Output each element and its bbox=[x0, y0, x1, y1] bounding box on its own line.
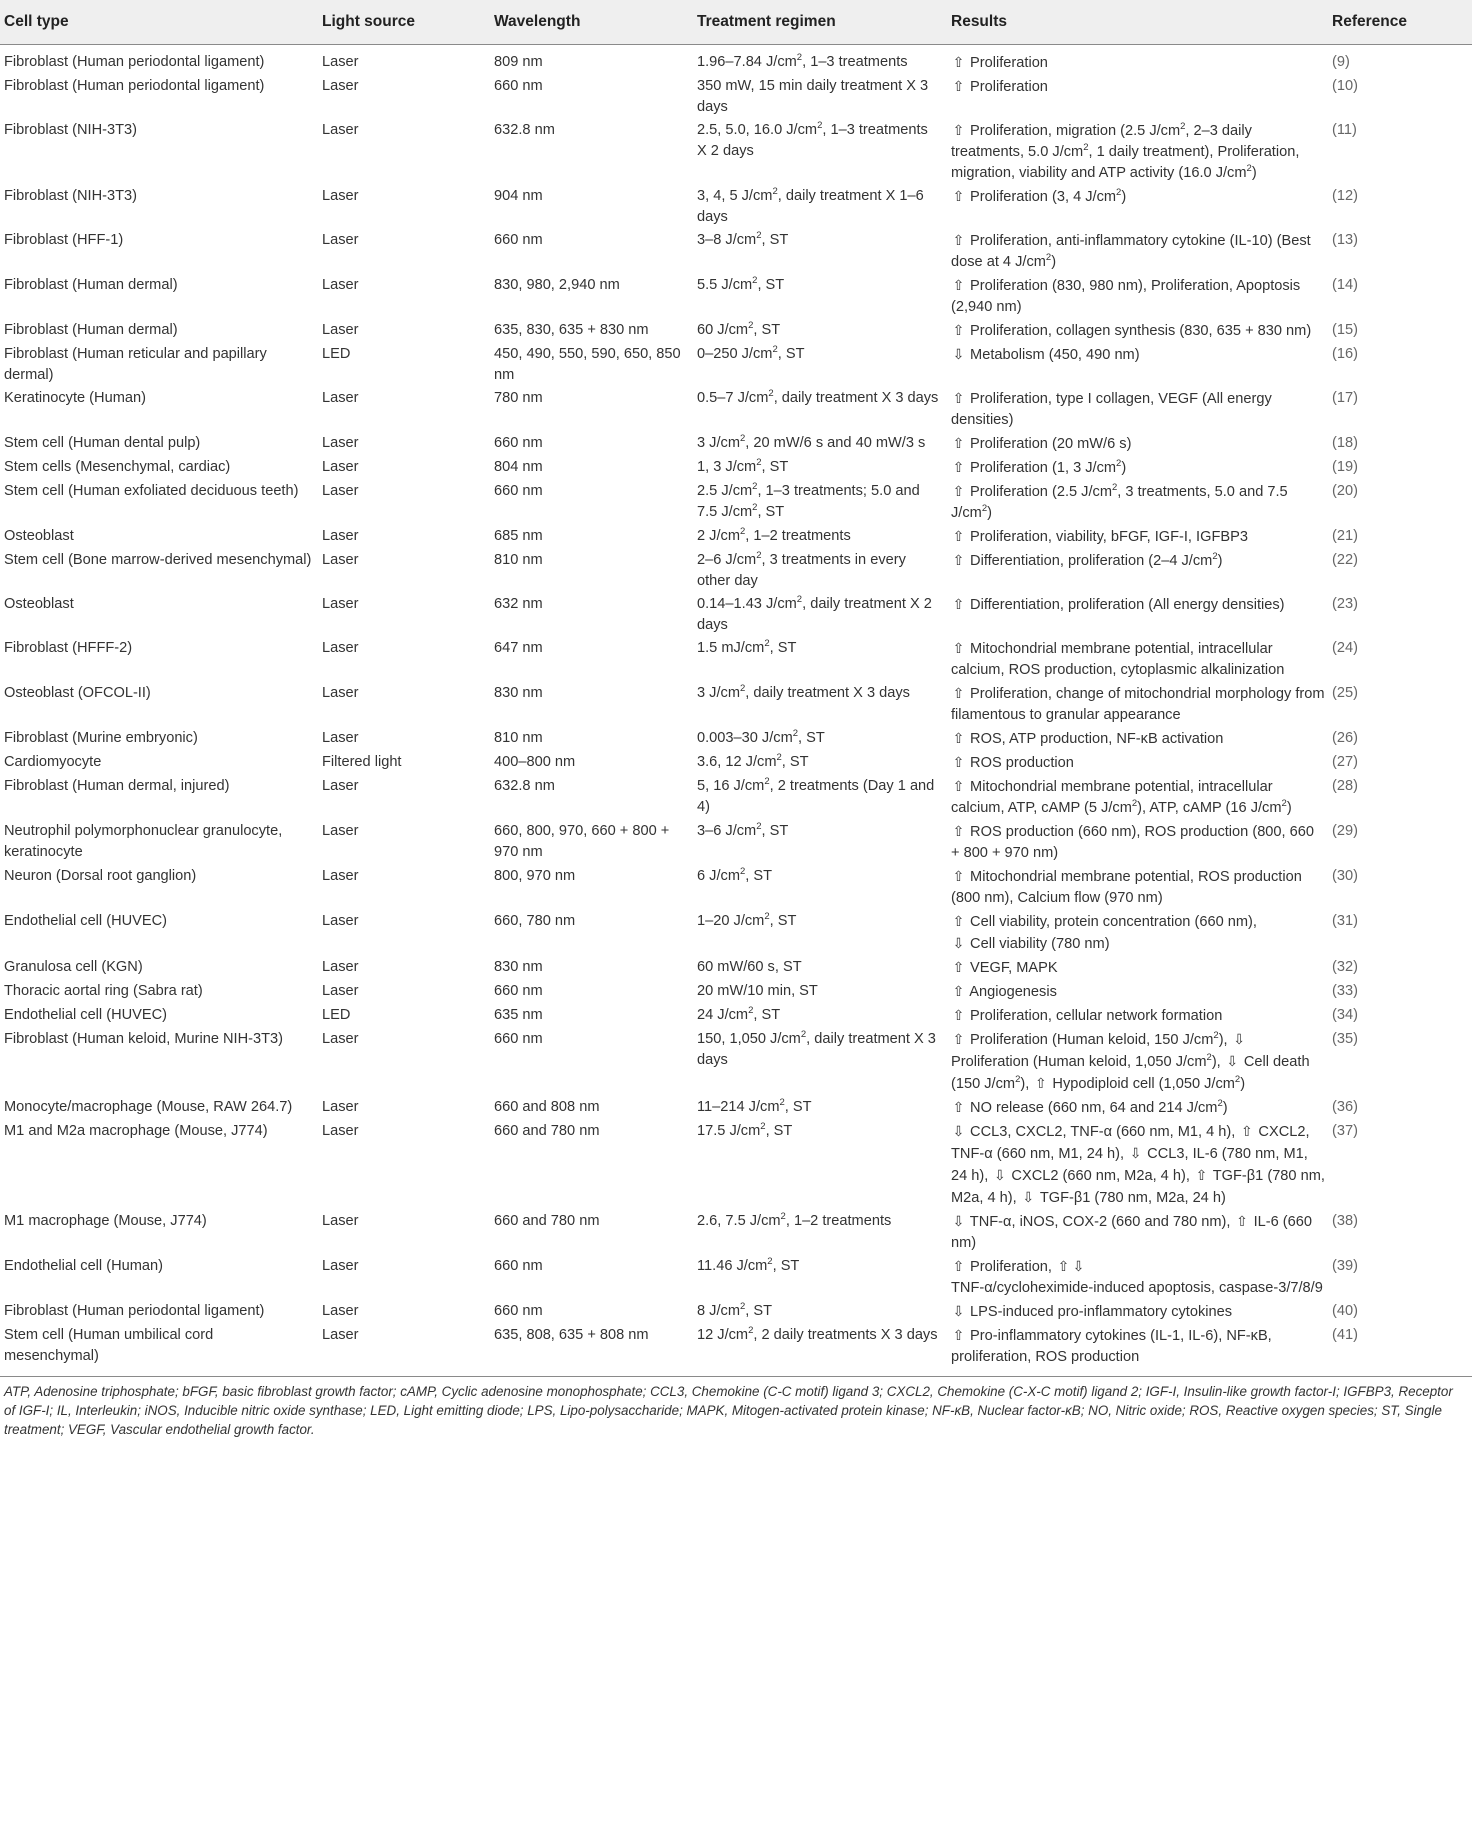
light-source-cell: Laser bbox=[322, 1303, 359, 1319]
treatment-regimen-cell: 1.5 $mJ/cm^2$, ST bbox=[697, 638, 797, 656]
reference-cell: (36) bbox=[1332, 1099, 1358, 1115]
wavelength-cell: 830 nm bbox=[494, 685, 543, 701]
light-source-cell: Laser bbox=[322, 483, 359, 499]
results-cell: ⇩ LPS-induced pro-inflammatory cytokines bbox=[952, 1303, 1233, 1320]
header-wavelength: Wavelength bbox=[490, 0, 693, 45]
treatment-regimen-cell: 1–20 $J/cm^2$, ST bbox=[697, 911, 797, 929]
results-cell: ⇧ Angiogenesis bbox=[952, 983, 1057, 1000]
wavelength-cell: 660 nm bbox=[494, 1303, 543, 1319]
results-cell: ⇧ Proliferation, collagen synthesis (830, 635 + 830 nm) bbox=[952, 322, 1312, 339]
reference-cell: (23) bbox=[1332, 596, 1358, 612]
wavelength-cell: 904 nm bbox=[494, 188, 543, 204]
cell-type-cell: Endothelial cell (HUVEC) bbox=[4, 1007, 168, 1023]
table-row bbox=[0, 386, 1472, 431]
light-source-cell: Laser bbox=[322, 1031, 359, 1047]
table-row bbox=[0, 636, 1472, 681]
reference-cell: (14) bbox=[1332, 277, 1358, 293]
reference-cell: (24) bbox=[1332, 640, 1358, 656]
cell-type-cell: Thoracic aortal ring (Sabra rat) bbox=[4, 983, 203, 999]
cell-type-cell: Neuron (Dorsal root ganglion) bbox=[4, 868, 197, 884]
cell-type-cell: Granulosa cell (KGN) bbox=[4, 959, 143, 975]
table-row bbox=[0, 74, 1472, 118]
wavelength-cell: 647 nm bbox=[494, 640, 543, 656]
cell-type-cell: Stem cell (Human dental pulp) bbox=[4, 435, 201, 451]
treatment-regimen-cell: 3–6 $J/cm^2$, ST bbox=[697, 821, 789, 839]
cell-type-cell: Fibroblast (NIH-3T3) bbox=[4, 188, 137, 204]
up-arrow-icon: ⇧ bbox=[1241, 1123, 1253, 1139]
up-arrow-icon: ⇧ bbox=[952, 913, 965, 929]
table-row bbox=[0, 118, 1472, 184]
wavelength-cell: 810 nm bbox=[494, 730, 543, 746]
treatment-regimen-cell: 5.5 $J/cm^2$, ST bbox=[697, 275, 785, 293]
light-source-cell: Laser bbox=[322, 122, 359, 138]
wavelength-cell: 800, 970 nm bbox=[494, 868, 576, 884]
up-arrow-icon: ⇧ bbox=[952, 778, 965, 794]
table-row bbox=[0, 455, 1472, 479]
down-arrow-icon: ⇩ bbox=[1233, 1031, 1246, 1047]
results-cell: ⇧ Cell viability, protein concentration (660 nm), ⇩ Cell viability (780 nm) bbox=[952, 913, 1257, 952]
down-arrow-icon: ⇩ bbox=[952, 1213, 965, 1229]
table-row bbox=[0, 548, 1472, 592]
cell-type-cell: Fibroblast (Human dermal, injured) bbox=[4, 778, 230, 794]
cell-type-cell: Fibroblast (Human dermal) bbox=[4, 277, 178, 293]
down-arrow-icon: ⇩ bbox=[1226, 1053, 1239, 1069]
reference-cell: (9) bbox=[1332, 54, 1350, 70]
header-cell-type: Cell type bbox=[0, 0, 318, 45]
table-row bbox=[0, 750, 1472, 774]
results-cell: ⇧ ROS production bbox=[952, 754, 1074, 771]
reference-cell: (19) bbox=[1332, 459, 1358, 475]
cell-type-cell: M1 macrophage (Mouse, J774) bbox=[4, 1213, 207, 1229]
results-cell: ⇧ Mitochondrial membrane potential, intracellular calcium, ATP, cAMP (5 $J/cm^2$), ATP, cAMP (16 $J/cm^2$) bbox=[951, 778, 1292, 816]
light-source-cell: Laser bbox=[322, 459, 359, 475]
results-cell: ⇧ Proliferation, type I collagen, VEGF (All energy densities) bbox=[951, 390, 1272, 428]
wavelength-cell: 660 nm bbox=[494, 483, 543, 499]
light-source-cell: Laser bbox=[322, 959, 359, 975]
treatment-regimen-cell: 6 $J/cm^2$, ST bbox=[697, 866, 773, 884]
light-source-cell: Laser bbox=[322, 277, 359, 293]
results-cell: ⇧ Proliferation (2.5 $J/cm^2$, 3 treatments, 5.0 and 7.5 $J/cm^2$) bbox=[951, 482, 1288, 521]
table-row bbox=[0, 431, 1472, 455]
treatment-regimen-cell: 8 $J/cm^2$, ST bbox=[697, 1301, 773, 1319]
light-source-cell: Laser bbox=[322, 640, 359, 656]
up-arrow-icon: ⇧ bbox=[952, 730, 965, 746]
cell-type-cell: Stem cells (Mesenchymal, cardiac) bbox=[4, 459, 231, 475]
results-cell: ⇧ Proliferation (830, 980 nm), Proliferation, Apoptosis (2,940 nm) bbox=[951, 277, 1301, 315]
light-source-cell: Laser bbox=[322, 823, 359, 839]
wavelength-cell: 660 nm bbox=[494, 1258, 543, 1274]
down-arrow-icon: ⇩ bbox=[1022, 1189, 1035, 1205]
treatment-regimen-cell: 11–214 $J/cm^2$, ST bbox=[697, 1097, 812, 1115]
wavelength-cell: 632.8 nm bbox=[494, 778, 555, 794]
light-source-cell: Laser bbox=[322, 1099, 359, 1115]
cell-type-cell: Neutrophil polymorphonuclear granulocyte, keratinocyte bbox=[4, 823, 283, 860]
up-arrow-icon: ⇧ bbox=[952, 1327, 965, 1343]
results-cell: ⇧ VEGF, MAPK bbox=[952, 959, 1058, 976]
table-row bbox=[0, 184, 1472, 228]
up-arrow-icon: ⇧ bbox=[952, 1099, 965, 1115]
down-arrow-icon: ⇩ bbox=[1072, 1258, 1085, 1274]
treatment-regimen-cell: 2.5, 5.0, 16.0 $J/cm^2$, 1–3 treatments X 2 days bbox=[697, 120, 928, 159]
light-source-cell: Laser bbox=[322, 778, 359, 794]
wavelength-cell: 632 nm bbox=[494, 596, 543, 612]
cell-type-cell: Endothelial cell (HUVEC) bbox=[4, 913, 168, 929]
treatment-regimen-cell: 1.96–7.84 $J/cm^2$, 1–3 treatments bbox=[697, 52, 908, 70]
table-row bbox=[0, 273, 1472, 318]
cell-type-cell: Fibroblast (Human dermal) bbox=[4, 322, 178, 338]
results-cell: ⇧ Proliferation, ⇧ ⇩ TNF-α/cycloheximide-induced apoptosis, caspase-3/7/8/9 bbox=[951, 1258, 1323, 1296]
treatment-regimen-cell: 3, 4, 5 $J/cm^2$, daily treatment X 1–6 days bbox=[697, 186, 924, 225]
wavelength-cell: 660, 780 nm bbox=[494, 913, 576, 929]
reference-cell: (28) bbox=[1332, 778, 1358, 794]
light-source-cell: Laser bbox=[322, 552, 359, 568]
wavelength-cell: 660 and 780 nm bbox=[494, 1213, 600, 1229]
treatment-regimen-cell: 0–250 $J/cm^2$, ST bbox=[697, 344, 805, 362]
down-arrow-icon: ⇩ bbox=[952, 935, 965, 951]
results-cell: ⇧ NO release (660 nm, 64 and 214 $J/cm^2$) bbox=[952, 1098, 1228, 1116]
reference-cell: (39) bbox=[1332, 1258, 1358, 1274]
table-row bbox=[0, 1003, 1472, 1027]
wavelength-cell: 660 nm bbox=[494, 232, 543, 248]
wavelength-cell: 804 nm bbox=[494, 459, 543, 475]
light-source-cell: Laser bbox=[322, 868, 359, 884]
results-cell: ⇩ TNF-α, iNOS, COX-2 (660 and 780 nm), ⇧ IL-6 (660 nm) bbox=[951, 1213, 1312, 1251]
light-source-cell: Laser bbox=[322, 1213, 359, 1229]
up-arrow-icon: ⇧ bbox=[952, 54, 965, 70]
light-source-cell: Laser bbox=[322, 188, 359, 204]
up-arrow-icon: ⇧ bbox=[952, 754, 965, 770]
table-row bbox=[0, 592, 1472, 636]
results-cell: ⇩ CCL3, CXCL2, TNF-α (660 nm, M1, 4 h), ⇧ CXCL2, TNF-α (660 nm, M1, 24 h), ⇩ CCL3, IL-6 (780 nm, M1, 24 h), ⇩ CXCL2 (660 nm, M2a, 4 h), ⇧ TGF-β1 (780 nm, M2a, 4 h), ⇩ TGF-β1 (780 nm, M2a, 24 h) bbox=[951, 1123, 1325, 1206]
light-source-cell: Laser bbox=[322, 983, 359, 999]
cell-type-cell: Endothelial cell (Human) bbox=[4, 1258, 163, 1274]
down-arrow-icon: ⇩ bbox=[994, 1167, 1006, 1183]
cell-type-cell: Stem cell (Human umbilical cord mesenchymal) bbox=[0, 1323, 318, 1377]
results-cell: ⇧ Differentiation, proliferation (All energy densities) bbox=[952, 596, 1285, 613]
up-arrow-icon: ⇧ bbox=[952, 435, 965, 451]
down-arrow-icon: ⇩ bbox=[952, 346, 965, 362]
treatment-regimen-cell: 0.003–30 $J/cm^2$, ST bbox=[697, 728, 825, 746]
reference-cell: (17) bbox=[1332, 390, 1358, 406]
reference-cell: (13) bbox=[1332, 232, 1358, 248]
results-cell: ⇧ Proliferation, anti-inflammatory cytokine (IL-10) (Best dose at 4 $J/cm^2$) bbox=[951, 232, 1311, 270]
results-cell: ⇧ ROS production (660 nm), ROS production (800, 660 + 800 + 970 nm) bbox=[951, 823, 1314, 861]
results-cell: ⇧ Differentiation, proliferation (2–4 $J/cm^2$) bbox=[952, 551, 1223, 569]
cell-type-cell: Fibroblast (HFF-1) bbox=[4, 232, 124, 248]
reference-cell: (22) bbox=[1332, 552, 1358, 568]
wavelength-cell: 450, 490, 550, 590, 650, 850 nm bbox=[494, 346, 681, 383]
up-arrow-icon: ⇧ bbox=[952, 322, 965, 338]
up-arrow-icon: ⇧ bbox=[952, 483, 965, 499]
table-row bbox=[0, 979, 1472, 1003]
up-arrow-icon: ⇧ bbox=[952, 552, 965, 568]
wavelength-cell: 635, 830, 635 + 830 nm bbox=[494, 322, 649, 338]
up-arrow-icon: ⇧ bbox=[952, 78, 965, 94]
table-row bbox=[0, 909, 1472, 955]
light-source-cell: Laser bbox=[322, 390, 359, 406]
cell-type-cell: M1 and M2a macrophage (Mouse, J774) bbox=[4, 1123, 268, 1139]
cell-type-cell: Fibroblast (Human periodontal ligament) bbox=[4, 78, 265, 94]
cell-type-cell: Monocyte/macrophage (Mouse, RAW 264.7) bbox=[4, 1099, 293, 1115]
treatment-regimen-cell: 20 mW/10 min, ST bbox=[697, 983, 818, 999]
reference-cell: (38) bbox=[1332, 1213, 1358, 1229]
cell-type-cell: Fibroblast (HFFF-2) bbox=[4, 640, 133, 656]
reference-cell: (31) bbox=[1332, 913, 1358, 929]
light-source-cell: Laser bbox=[322, 685, 359, 701]
reference-cell: (16) bbox=[1332, 346, 1358, 362]
results-cell: ⇧ Proliferation bbox=[952, 54, 1048, 71]
table-row bbox=[0, 1027, 1472, 1095]
up-arrow-icon: ⇧ bbox=[952, 959, 965, 975]
light-source-cell: Laser bbox=[322, 322, 359, 338]
up-arrow-icon: ⇧ bbox=[952, 596, 965, 612]
treatment-regimen-cell: 60 $J/cm^2$, ST bbox=[697, 320, 781, 338]
light-source-cell: Laser bbox=[322, 528, 359, 544]
treatment-regimen-cell: 12 $J/cm^2$, 2 daily treatments X 3 days bbox=[693, 1323, 947, 1377]
table-row bbox=[0, 819, 1472, 864]
wavelength-cell: 660 nm bbox=[494, 78, 543, 94]
cell-type-cell: Osteoblast bbox=[4, 528, 74, 544]
reference-cell: (34) bbox=[1332, 1007, 1358, 1023]
header-row bbox=[0, 0, 1472, 45]
treatment-regimen-cell: 0.5–7 $J/cm^2$, daily treatment X 3 days bbox=[697, 388, 939, 406]
wavelength-cell: 632.8 nm bbox=[494, 122, 555, 138]
results-cell: ⇧ ROS, ATP production, NF-κB activation bbox=[952, 730, 1224, 747]
results-cell: ⇧ Proliferation (3, 4 $J/cm^2$) bbox=[952, 187, 1127, 205]
cell-type-cell: Fibroblast (Human periodontal ligament) bbox=[4, 1303, 265, 1319]
table-row bbox=[0, 228, 1472, 273]
table-header bbox=[0, 0, 1472, 45]
results-cell: ⇧ Proliferation, cellular network formation bbox=[952, 1007, 1223, 1024]
table-row bbox=[0, 1299, 1472, 1323]
light-source-cell: Laser bbox=[322, 1258, 359, 1274]
light-source-cell: Laser bbox=[322, 435, 359, 451]
light-source-cell: LED bbox=[322, 1007, 351, 1023]
treatment-regimen-cell: 2.6, 7.5 $J/cm^2$, 1–2 treatments bbox=[697, 1211, 892, 1229]
reference-cell: (11) bbox=[1332, 122, 1357, 138]
reference-cell: (18) bbox=[1332, 435, 1358, 451]
header-reference: Reference bbox=[1332, 0, 1472, 45]
reference-cell: (15) bbox=[1332, 322, 1358, 338]
reference-cell: (25) bbox=[1332, 685, 1358, 701]
cell-type-cell: Fibroblast (Human keloid, Murine NIH-3T3) bbox=[4, 1031, 283, 1047]
reference-cell: (37) bbox=[1332, 1123, 1358, 1139]
table-row bbox=[0, 1095, 1472, 1119]
up-arrow-icon: ⇧ bbox=[952, 868, 965, 884]
cell-type-cell: Cardiomyocyte bbox=[4, 754, 102, 770]
table-row bbox=[0, 1209, 1472, 1254]
down-arrow-icon: ⇩ bbox=[952, 1123, 965, 1139]
light-source-cell: Laser bbox=[322, 730, 359, 746]
cell-type-cell: Fibroblast (Murine embryonic) bbox=[4, 730, 198, 746]
light-source-cell: Laser bbox=[322, 1123, 359, 1139]
table-row bbox=[0, 45, 1472, 75]
wavelength-cell: 660 and 808 nm bbox=[494, 1099, 600, 1115]
cell-type-cell: Stem cell (Human exfoliated deciduous teeth) bbox=[4, 483, 299, 499]
results-cell: ⇧ Proliferation, change of mitochondrial morphology from filamentous to granular appearance bbox=[951, 685, 1325, 723]
up-arrow-icon: ⇧ bbox=[952, 1258, 965, 1274]
treatment-regimen-cell: 2 $J/cm^2$, 1–2 treatments bbox=[697, 526, 851, 544]
reference-cell: (20) bbox=[1332, 483, 1358, 499]
wavelength-cell: 809 nm bbox=[494, 54, 543, 70]
down-arrow-icon: ⇩ bbox=[952, 1303, 965, 1319]
light-source-cell: Laser bbox=[318, 1323, 490, 1377]
wavelength-cell: 830, 980, 2,940 nm bbox=[494, 277, 620, 293]
up-arrow-icon: ⇧ bbox=[1034, 1075, 1047, 1091]
up-arrow-icon: ⇧ bbox=[952, 232, 965, 248]
up-arrow-icon: ⇧ bbox=[1236, 1213, 1248, 1229]
table-row bbox=[0, 479, 1472, 524]
table-row bbox=[0, 524, 1472, 548]
table-footnote: ATP, Adenosine triphosphate; bFGF, basic fibroblast growth factor; cAMP, Cyclic adenosine monophosphate; CCL3, Chemokine (C-C motif) ligand 3; CXCL2, Chemokine (C-X-C motif) ligand 2; IGF-I, Insulin-like growth factor-I; IGFBP3, Receptor of IGF-I; IL, Interleukin; iNOS, Inducible nitric oxide synthase; LED, Light emitting diode; LPS, Lipo-polysaccharide; MAPK, Mitogen-activated protein kinase; NF-κB, Nuclear factor-κB; NO, Nitric oxide; ROS, Reactive oxygen species; ST, Single treatment; VEGF, Vascular endothelial growth factor. bbox=[4, 1384, 1453, 1437]
table-row bbox=[0, 342, 1472, 386]
wavelength-cell: 660 and 780 nm bbox=[494, 1123, 600, 1139]
up-arrow-icon: ⇧ bbox=[952, 122, 965, 138]
up-arrow-icon: ⇧ bbox=[952, 277, 965, 293]
wavelength-cell: 660 nm bbox=[494, 435, 543, 451]
reference-cell: (40) bbox=[1332, 1303, 1358, 1319]
table-row bbox=[0, 1254, 1472, 1299]
results-cell: ⇧ Proliferation (20 mW/6 s) bbox=[952, 435, 1132, 452]
treatment-regimen-cell: 3 $J/cm^2$, daily treatment X 3 days bbox=[697, 683, 910, 701]
up-arrow-icon: ⇧ bbox=[952, 459, 965, 475]
cell-type-cell: Keratinocyte (Human) bbox=[4, 390, 146, 406]
treatment-regimen-cell: 3–8 $J/cm^2$, ST bbox=[697, 230, 789, 248]
results-cell: ⇧ Proliferation (Human keloid, 150 $J/cm^2$), ⇩ Proliferation (Human keloid, 1,050 $J/cm^2$), ⇩ Cell death (150 $J/cm^2$), ⇧ Hypodiploid cell (1,050 $J/cm^2$) bbox=[951, 1030, 1310, 1092]
results-cell: ⇧ Pro-inflammatory cytokines (IL-1, IL-6), NF-κB, proliferation, ROS production bbox=[947, 1323, 1332, 1377]
treatment-regimen-cell: 2–6 $J/cm^2$, 3 treatments in every other day bbox=[697, 550, 906, 589]
treatment-regimen-cell: 0.14–1.43 $J/cm^2$, daily treatment X 2 days bbox=[697, 594, 932, 633]
table-row bbox=[0, 864, 1472, 909]
table-row bbox=[0, 726, 1472, 750]
up-arrow-icon: ⇧ bbox=[952, 685, 965, 701]
table-row bbox=[0, 1323, 1472, 1377]
wavelength-cell: 780 nm bbox=[494, 390, 543, 406]
light-source-cell: Laser bbox=[322, 78, 359, 94]
cell-type-cell: Osteoblast bbox=[4, 596, 74, 612]
cell-type-cell: Stem cell (Bone marrow-derived mesenchymal) bbox=[4, 552, 312, 568]
wavelength-cell: 635, 808, 635 + 808 nm bbox=[490, 1323, 693, 1377]
wavelength-cell: 660 nm bbox=[494, 1031, 543, 1047]
up-arrow-icon: ⇧ bbox=[1057, 1258, 1070, 1274]
wavelength-cell: 660 nm bbox=[494, 983, 543, 999]
treatment-regimen-cell: 2.5 $J/cm^2$, 1–3 treatments; 5.0 and 7.5 $J/cm^2$, ST bbox=[697, 481, 920, 520]
table-row bbox=[0, 774, 1472, 819]
up-arrow-icon: ⇧ bbox=[952, 188, 965, 204]
header-light-source: Light source bbox=[318, 0, 490, 45]
wavelength-cell: 685 nm bbox=[494, 528, 543, 544]
up-arrow-icon: ⇧ bbox=[952, 983, 965, 999]
cell-type-cell: Fibroblast (Human reticular and papillary dermal) bbox=[4, 346, 267, 383]
reference-cell: (29) bbox=[1332, 823, 1358, 839]
treatment-regimen-cell: 3 $J/cm^2$, 20 mW/6 s and 40 mW/3 s bbox=[697, 433, 926, 451]
up-arrow-icon: ⇧ bbox=[952, 390, 965, 406]
wavelength-cell: 810 nm bbox=[494, 552, 543, 568]
light-source-cell: Filtered light bbox=[322, 754, 402, 770]
light-source-cell: Laser bbox=[322, 54, 359, 70]
light-source-cell: Laser bbox=[322, 913, 359, 929]
results-cell: ⇧ Mitochondrial membrane potential, intracellular calcium, ROS production, cytoplasmic alkalinization bbox=[951, 640, 1285, 678]
treatment-regimen-cell: 17.5 $J/cm^2$, ST bbox=[697, 1121, 793, 1139]
light-source-cell: Laser bbox=[322, 232, 359, 248]
reference-cell: (33) bbox=[1332, 983, 1358, 999]
results-cell: ⇧ Proliferation, viability, bFGF, IGF-I, IGFBP3 bbox=[952, 528, 1248, 545]
reference-cell: (10) bbox=[1332, 78, 1358, 94]
table-row bbox=[0, 681, 1472, 726]
light-source-cell: LED bbox=[322, 346, 351, 362]
wavelength-cell: 400–800 nm bbox=[494, 754, 576, 770]
light-source-cell: Laser bbox=[322, 596, 359, 612]
table-body bbox=[0, 45, 1472, 1377]
results-cell: ⇧ Mitochondrial membrane potential, ROS production (800 nm), Calcium flow (970 nm) bbox=[951, 868, 1302, 906]
results-cell: ⇧ Proliferation (1, 3 $J/cm^2$) bbox=[952, 458, 1127, 476]
reference-cell: (26) bbox=[1332, 730, 1358, 746]
results-cell: ⇩ Metabolism (450, 490 nm) bbox=[952, 346, 1140, 363]
reference-cell: (27) bbox=[1332, 754, 1358, 770]
up-arrow-icon: ⇧ bbox=[952, 528, 965, 544]
up-arrow-icon: ⇧ bbox=[952, 823, 965, 839]
treatment-regimen-cell: 5, 16 $J/cm^2$, 2 treatments (Day 1 and 4) bbox=[697, 776, 935, 815]
cell-type-cell: Fibroblast (Human periodontal ligament) bbox=[4, 54, 265, 70]
up-arrow-icon: ⇧ bbox=[1195, 1167, 1208, 1183]
wavelength-cell: 660, 800, 970, 660 + 800 + 970 nm bbox=[494, 823, 670, 860]
reference-cell: (21) bbox=[1332, 528, 1358, 544]
treatment-regimen-cell: 150, 1,050 $J/cm^2$, daily treatment X 3 days bbox=[697, 1029, 936, 1068]
table-row bbox=[0, 318, 1472, 342]
reference-cell: (32) bbox=[1332, 959, 1358, 975]
reference-cell: (35) bbox=[1332, 1031, 1358, 1047]
treatment-regimen-cell: 11.46 $J/cm^2$, ST bbox=[697, 1256, 800, 1274]
reference-cell: (30) bbox=[1332, 868, 1358, 884]
up-arrow-icon: ⇧ bbox=[952, 1031, 965, 1047]
table-row bbox=[0, 1119, 1472, 1209]
treatment-regimen-cell: 3.6, 12 $J/cm^2$, ST bbox=[697, 752, 809, 770]
header-treatment-regimen: Treatment regimen bbox=[693, 0, 947, 45]
up-arrow-icon: ⇧ bbox=[952, 1007, 965, 1023]
results-cell: ⇧ Proliferation bbox=[952, 78, 1048, 95]
cell-type-cell: Fibroblast (NIH-3T3) bbox=[4, 122, 137, 138]
treatment-regimen-cell: 60 mW/60 s, ST bbox=[697, 959, 802, 975]
reference-cell: (12) bbox=[1332, 188, 1358, 204]
treatment-regimen-cell: 350 mW, 15 min daily treatment X 3 days bbox=[697, 78, 929, 115]
table-row bbox=[0, 955, 1472, 979]
cell-type-cell: Osteoblast (OFCOL-II) bbox=[4, 685, 151, 701]
down-arrow-icon: ⇩ bbox=[1129, 1145, 1142, 1161]
reference-cell: (41) bbox=[1332, 1323, 1472, 1377]
header-results: Results bbox=[947, 0, 1332, 45]
wavelength-cell: 830 nm bbox=[494, 959, 543, 975]
up-arrow-icon: ⇧ bbox=[952, 640, 965, 656]
results-cell: ⇧ Proliferation, migration (2.5 $J/cm^2$, 2–3 daily treatments, 5.0 $J/cm^2$, 1 daily treatment), Proliferation, migration, viability and ATP activity (16.0 $J/cm^2$) bbox=[951, 121, 1300, 181]
wavelength-cell: 635 nm bbox=[494, 1007, 543, 1023]
treatment-regimen-cell: 1, 3 $J/cm^2$, ST bbox=[697, 457, 789, 475]
treatment-regimen-cell: 24 $J/cm^2$, ST bbox=[697, 1005, 781, 1023]
